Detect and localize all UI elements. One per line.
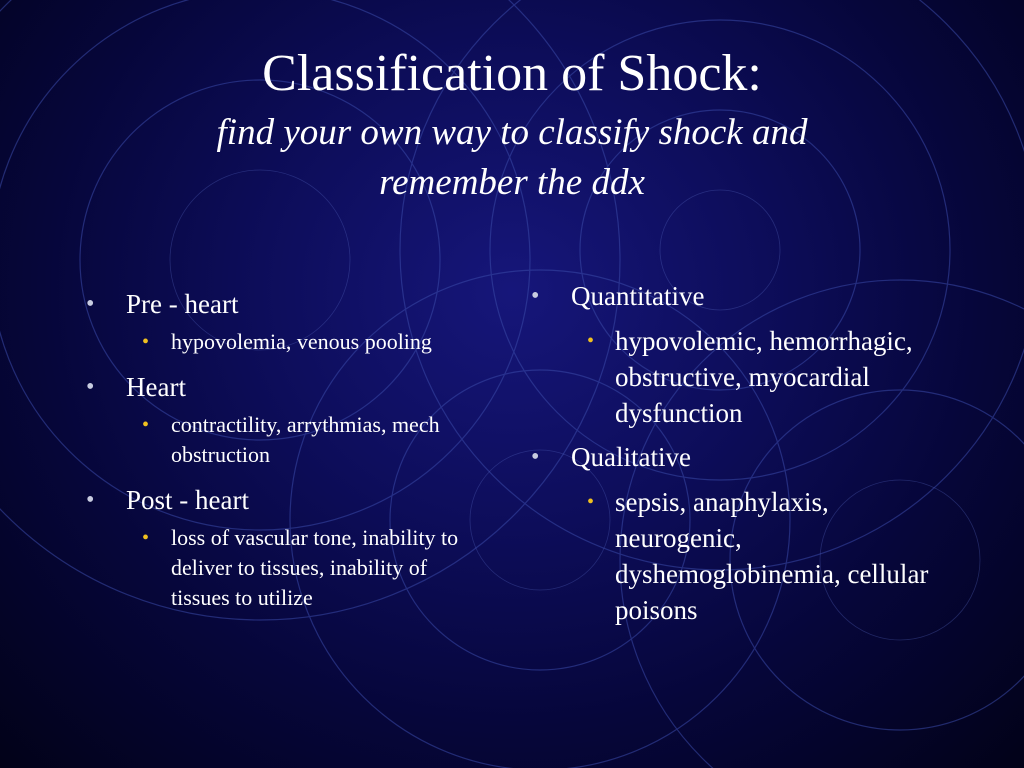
sub-bullet-dot-icon: •	[142, 527, 150, 549]
sub-bullet-dot-icon: •	[142, 414, 150, 436]
sub-bullet-text: loss of vascular tone, inability to deliver to tissues, inability of tissues to utilize	[171, 525, 459, 610]
bullet-quantitative	[531, 280, 951, 313]
sub-bullet-text: contractility, arrythmias, mech obstruction	[171, 412, 440, 467]
slide-subtitle	[0, 108, 1024, 208]
bullet-qualitative	[531, 441, 951, 474]
subtitle-line-1: find your own way to classify shock and	[216, 112, 808, 153]
bullet-dot-icon: •	[86, 487, 95, 513]
sub-bullet-dot-icon: •	[142, 331, 150, 353]
sub-bullet-dot-icon: •	[587, 330, 595, 352]
bullet-dot-icon: •	[86, 374, 95, 400]
subtitle-line-2: remember the ddx	[379, 162, 645, 203]
sub-bullet-text: hypovolemic, hemorrhagic, obstructive, myocardial dysfunction	[615, 326, 913, 428]
bullet-heart	[86, 371, 486, 404]
sub-bullet-text: hypovolemia, venous pooling	[171, 329, 432, 354]
left-column	[86, 288, 486, 613]
sub-bullet-heart	[86, 410, 486, 470]
bullet-label: Post - heart	[126, 485, 249, 515]
bullet-label: Pre - heart	[126, 289, 239, 319]
sub-bullet-dot-icon: •	[587, 491, 595, 513]
bullet-label: Quantitative	[571, 281, 705, 311]
sub-bullet-text: sepsis, anaphylaxis, neurogenic, dyshemoglobinemia, cellular poisons	[615, 487, 929, 625]
bullet-label: Qualitative	[571, 442, 691, 472]
bullet-label: Heart	[126, 372, 186, 402]
sub-bullet-qualitative	[531, 484, 951, 628]
sub-bullet-pre-heart	[86, 327, 486, 357]
title-block	[0, 44, 1024, 208]
sub-bullet-post-heart	[86, 523, 486, 613]
slide-title: Classification of Shock:	[262, 45, 762, 102]
bullet-dot-icon: •	[531, 444, 540, 470]
right-column	[531, 280, 951, 628]
bullet-pre-heart	[86, 288, 486, 321]
bullet-dot-icon: •	[86, 291, 95, 317]
bullet-post-heart	[86, 484, 486, 517]
bullet-dot-icon: •	[531, 283, 540, 309]
sub-bullet-quantitative	[531, 323, 951, 431]
